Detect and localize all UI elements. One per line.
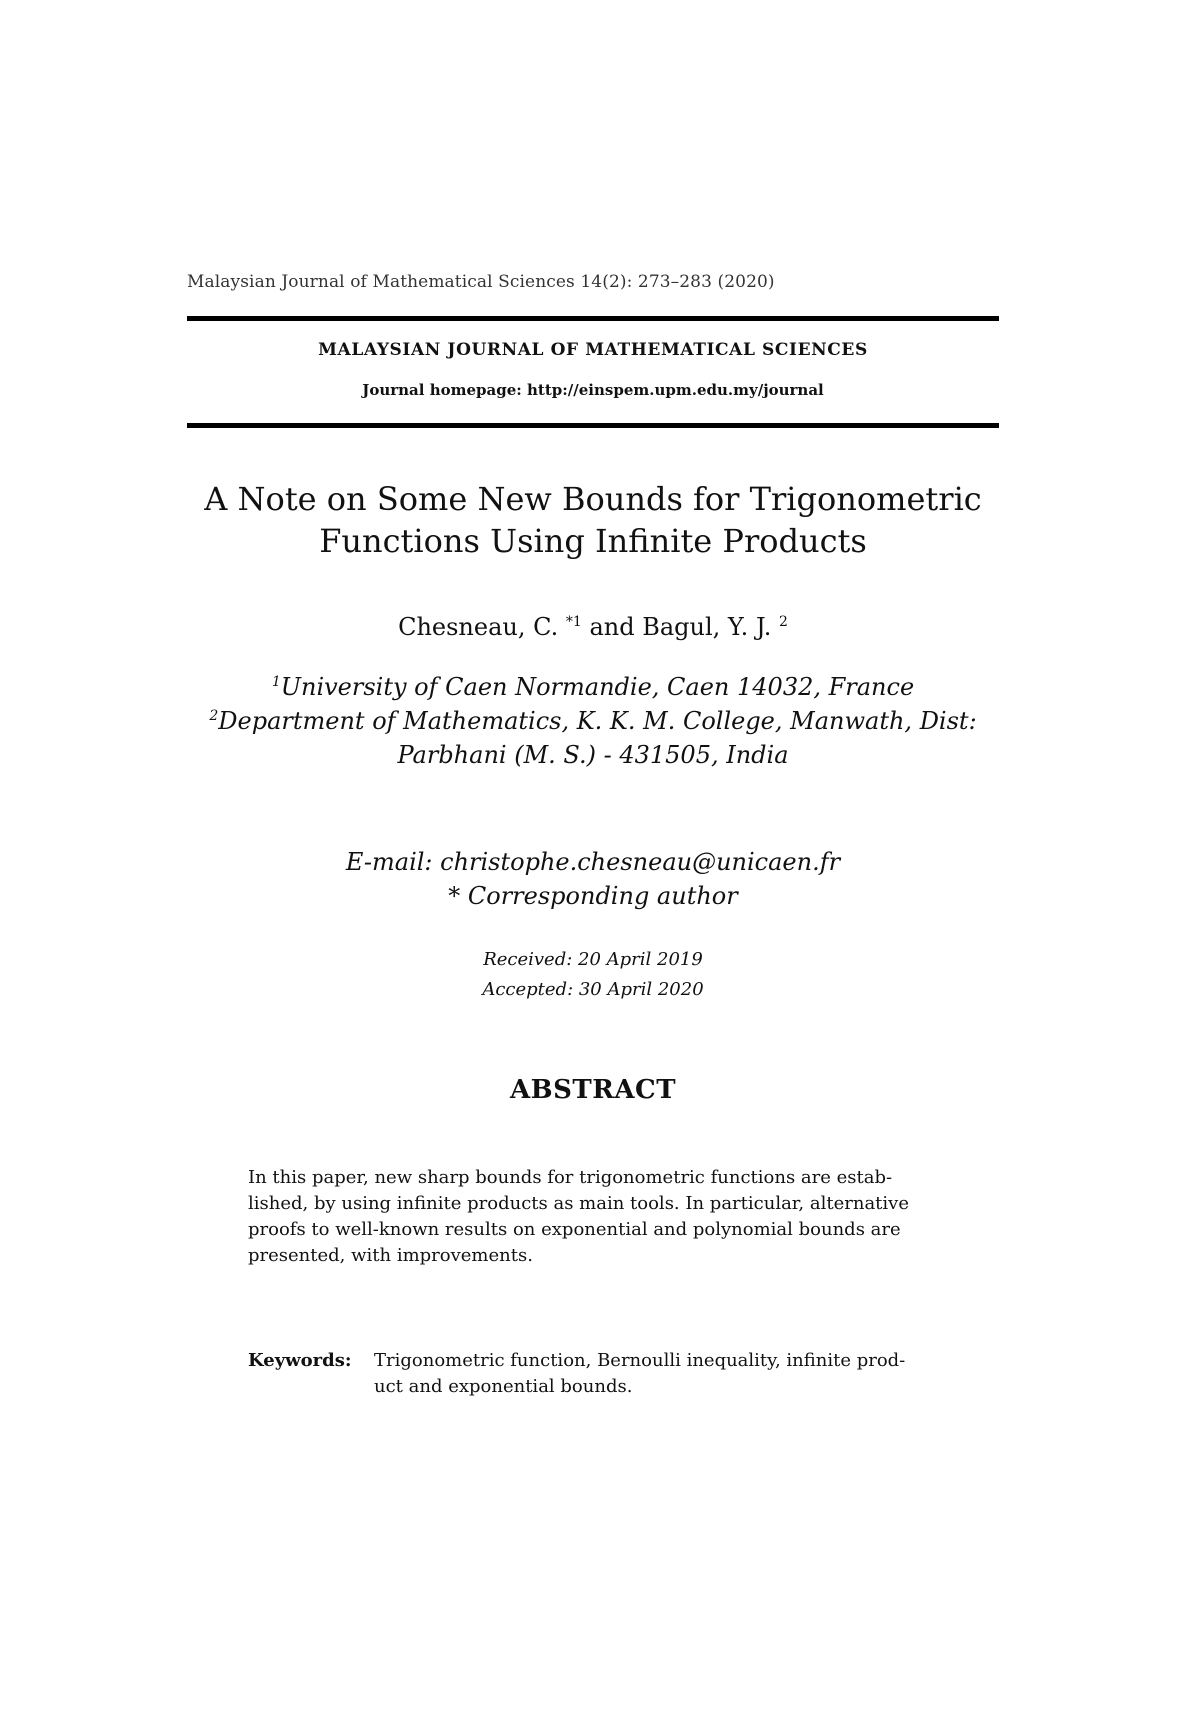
- author-list: [187, 613, 999, 641]
- keywords-line-1: Trigonometric function, Bernoulli inequality, infinite prod-: [374, 1350, 906, 1371]
- author-2-name: Bagul, Y. J.: [642, 613, 772, 641]
- submission-dates: [187, 945, 999, 1005]
- contact-info: [187, 845, 999, 913]
- journal-homepage: Journal homepage: http://einspem.upm.edu.my/journal: [362, 381, 824, 399]
- abstract-line-2: lished, by using infinite products as main tools. In particular, alternative: [248, 1193, 909, 1214]
- affiliation-1-text: University of Caen Normandie, Caen 14032, France: [280, 673, 915, 701]
- keywords-text: [374, 1348, 938, 1400]
- title-line-2: Functions Using Infinite Products: [319, 522, 867, 560]
- affiliation-1-mark: 1: [271, 674, 281, 690]
- affiliations: [170, 670, 1016, 772]
- affiliation-2: [170, 704, 1016, 738]
- abstract-line-1: In this paper, new sharp bounds for trigonometric functions are estab-: [248, 1167, 893, 1188]
- keywords-label: Keywords:: [248, 1350, 352, 1371]
- paper-title: [170, 478, 1016, 562]
- header-bottom-rule: [187, 423, 999, 428]
- header-top-rule: [187, 316, 999, 321]
- accepted-date: Accepted: 30 April 2020: [482, 979, 704, 1000]
- running-header: Malaysian Journal of Mathematical Sciences 14(2): 273–283 (2020): [187, 272, 775, 292]
- author-1-mark: *1: [565, 614, 582, 630]
- journal-name: MALAYSIAN JOURNAL OF MATHEMATICAL SCIENCES: [318, 340, 868, 360]
- received-date: Received: 20 April 2019: [483, 949, 703, 970]
- affiliation-2-text-line-1: Department of Mathematics, K. K. M. College, Manwath, Dist:: [218, 707, 977, 735]
- email-address: E-mail: christophe.chesneau@unicaen.fr: [345, 848, 841, 876]
- author-1-name: Chesneau, C.: [398, 613, 559, 641]
- author-connector: and: [589, 613, 643, 641]
- affiliation-2-mark: 2: [209, 708, 219, 724]
- abstract-body: [248, 1165, 938, 1269]
- affiliation-2-text-line-2: Parbhani (M. S.) - 431505, India: [397, 741, 789, 769]
- abstract-heading: ABSTRACT: [509, 1075, 677, 1105]
- abstract-line-4: presented, with improvements.: [248, 1245, 533, 1266]
- affiliation-1: [170, 670, 1016, 704]
- keywords-line-2: uct and exponential bounds.: [374, 1376, 633, 1397]
- title-line-1: A Note on Some New Bounds for Trigonometric: [204, 480, 982, 518]
- abstract-line-3: proofs to well-known results on exponential and polynomial bounds are: [248, 1219, 901, 1240]
- corresponding-author-note: * Corresponding author: [448, 882, 738, 910]
- author-2-mark: 2: [778, 614, 788, 630]
